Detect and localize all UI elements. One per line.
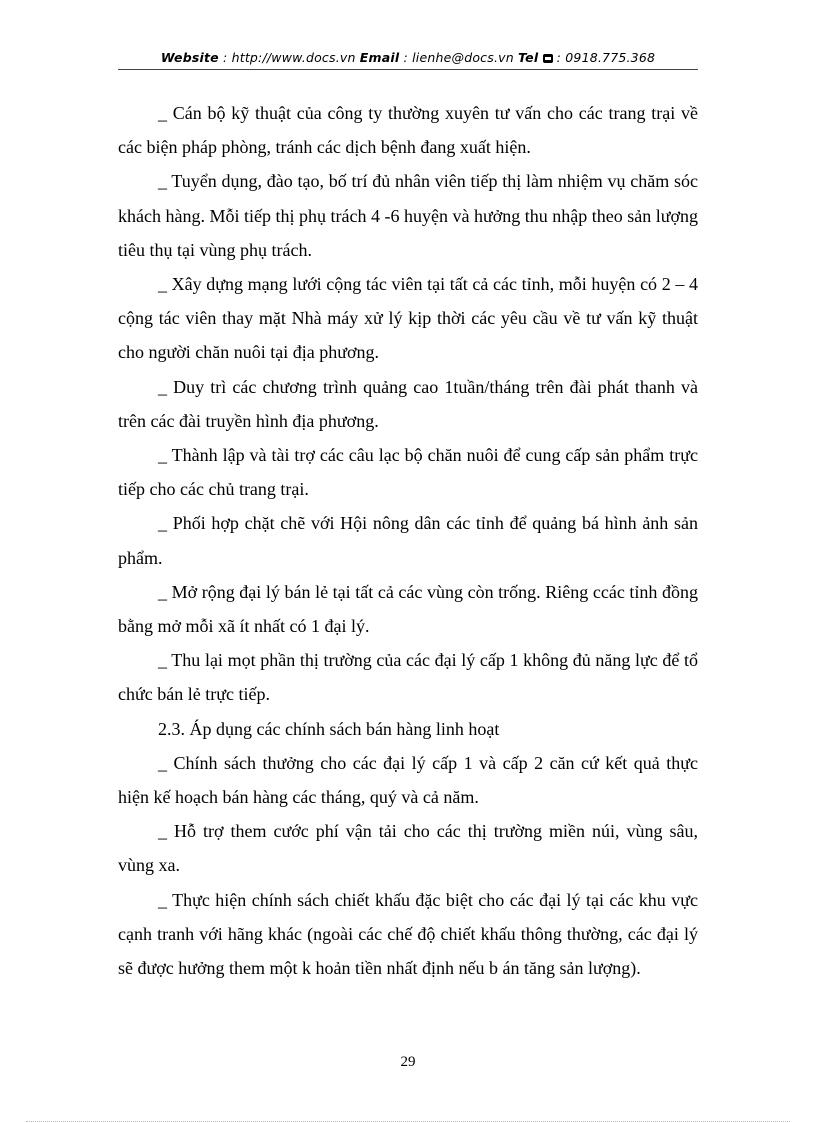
paragraph: _ Mở rộng đại lý bán lẻ tại tất cả các vùng còn trống. Riêng ccác tỉnh đồng bằng mở mỗi xã ít nhất có 1 đại lý. xyxy=(118,581,698,637)
tel-label: Tel xyxy=(518,50,539,65)
paragraph: _ Chính sách thưởng cho các đại lý cấp 1 và cấp 2 căn cứ kết quả thực hiện kế hoạch bán hàng các tháng, quý và cả năm. xyxy=(118,752,698,808)
website-url[interactable]: : http://www.docs.vn xyxy=(218,50,360,65)
paragraph: _ Thành lập và tài trợ các câu lạc bộ chăn nuôi để cung cấp sản phẩm trực tiếp cho các chủ trang trại. xyxy=(118,445,698,500)
header-divider xyxy=(118,69,698,70)
paragraph: _ Thực hiện chính sách chiết khấu đặc biệt cho các đại lý tại các khu vực cạnh tranh với hãng khác (ngoài các chế độ chiết khấu thông thường, các đại lý sẽ được hưởng them một k hoản tiền nhất định nếu b án tăng sản lượng). xyxy=(118,889,698,979)
phone-icon xyxy=(543,54,553,63)
page-number: 29 xyxy=(400,1054,416,1070)
phone-number: : 0918.775.368 xyxy=(552,50,656,65)
paragraph: _ Hỗ trợ them cước phí vận tải cho các thị trường miền núi, vùng sâu, vùng xa. xyxy=(118,821,698,876)
paragraph: _ Thu lại mọt phần thị trường của các đại lý cấp 1 không đủ năng lực để tổ chức bán lẻ trực tiếp. xyxy=(118,650,698,705)
paragraph: _ Phối hợp chặt chẽ với Hội nông dân các tỉnh để quảng bá hình ảnh sản phẩm. xyxy=(118,513,698,568)
section-heading: 2.3. Áp dụng các chính sách bán hàng linh hoạt xyxy=(158,718,500,739)
paragraph: _ Cán bộ kỹ thuật của công ty thường xuyên tư vấn cho các trang trại về các biện pháp phòng, tránh các dịch bệnh đang xuất hiện. xyxy=(118,103,698,158)
email-address[interactable]: : lienhe@docs.vn xyxy=(399,50,519,65)
paragraph: _ Tuyển dụng, đào tạo, bố trí đủ nhân viên tiếp thị làm nhiệm vụ chăm sóc khách hàng. Mỗi tiếp thị phụ trách 4 -6 huyện và hưởng thu nhập theo sản lượng tiêu thụ tại vùng phụ trách. xyxy=(118,171,698,260)
paragraph: _ Duy trì các chương trình quảng cao 1tuần/tháng trên đài phát thanh và trên các đài truyền hình địa phương. xyxy=(118,376,698,431)
email-label: Email xyxy=(359,50,400,65)
paragraph: _ Xây dựng mạng lưới cộng tác viên tại tất cả các tỉnh, mỗi huyện có 2 – 4 cộng tác viên thay mặt Nhà máy xử lý kịp thời các yêu cầu về tư vấn kỹ thuật cho người chăn nuôi tại địa phương. xyxy=(118,274,698,363)
document-body xyxy=(118,96,698,985)
website-label: Website xyxy=(160,50,219,65)
page-header xyxy=(118,50,698,65)
page-bottom-edge xyxy=(26,1121,790,1122)
